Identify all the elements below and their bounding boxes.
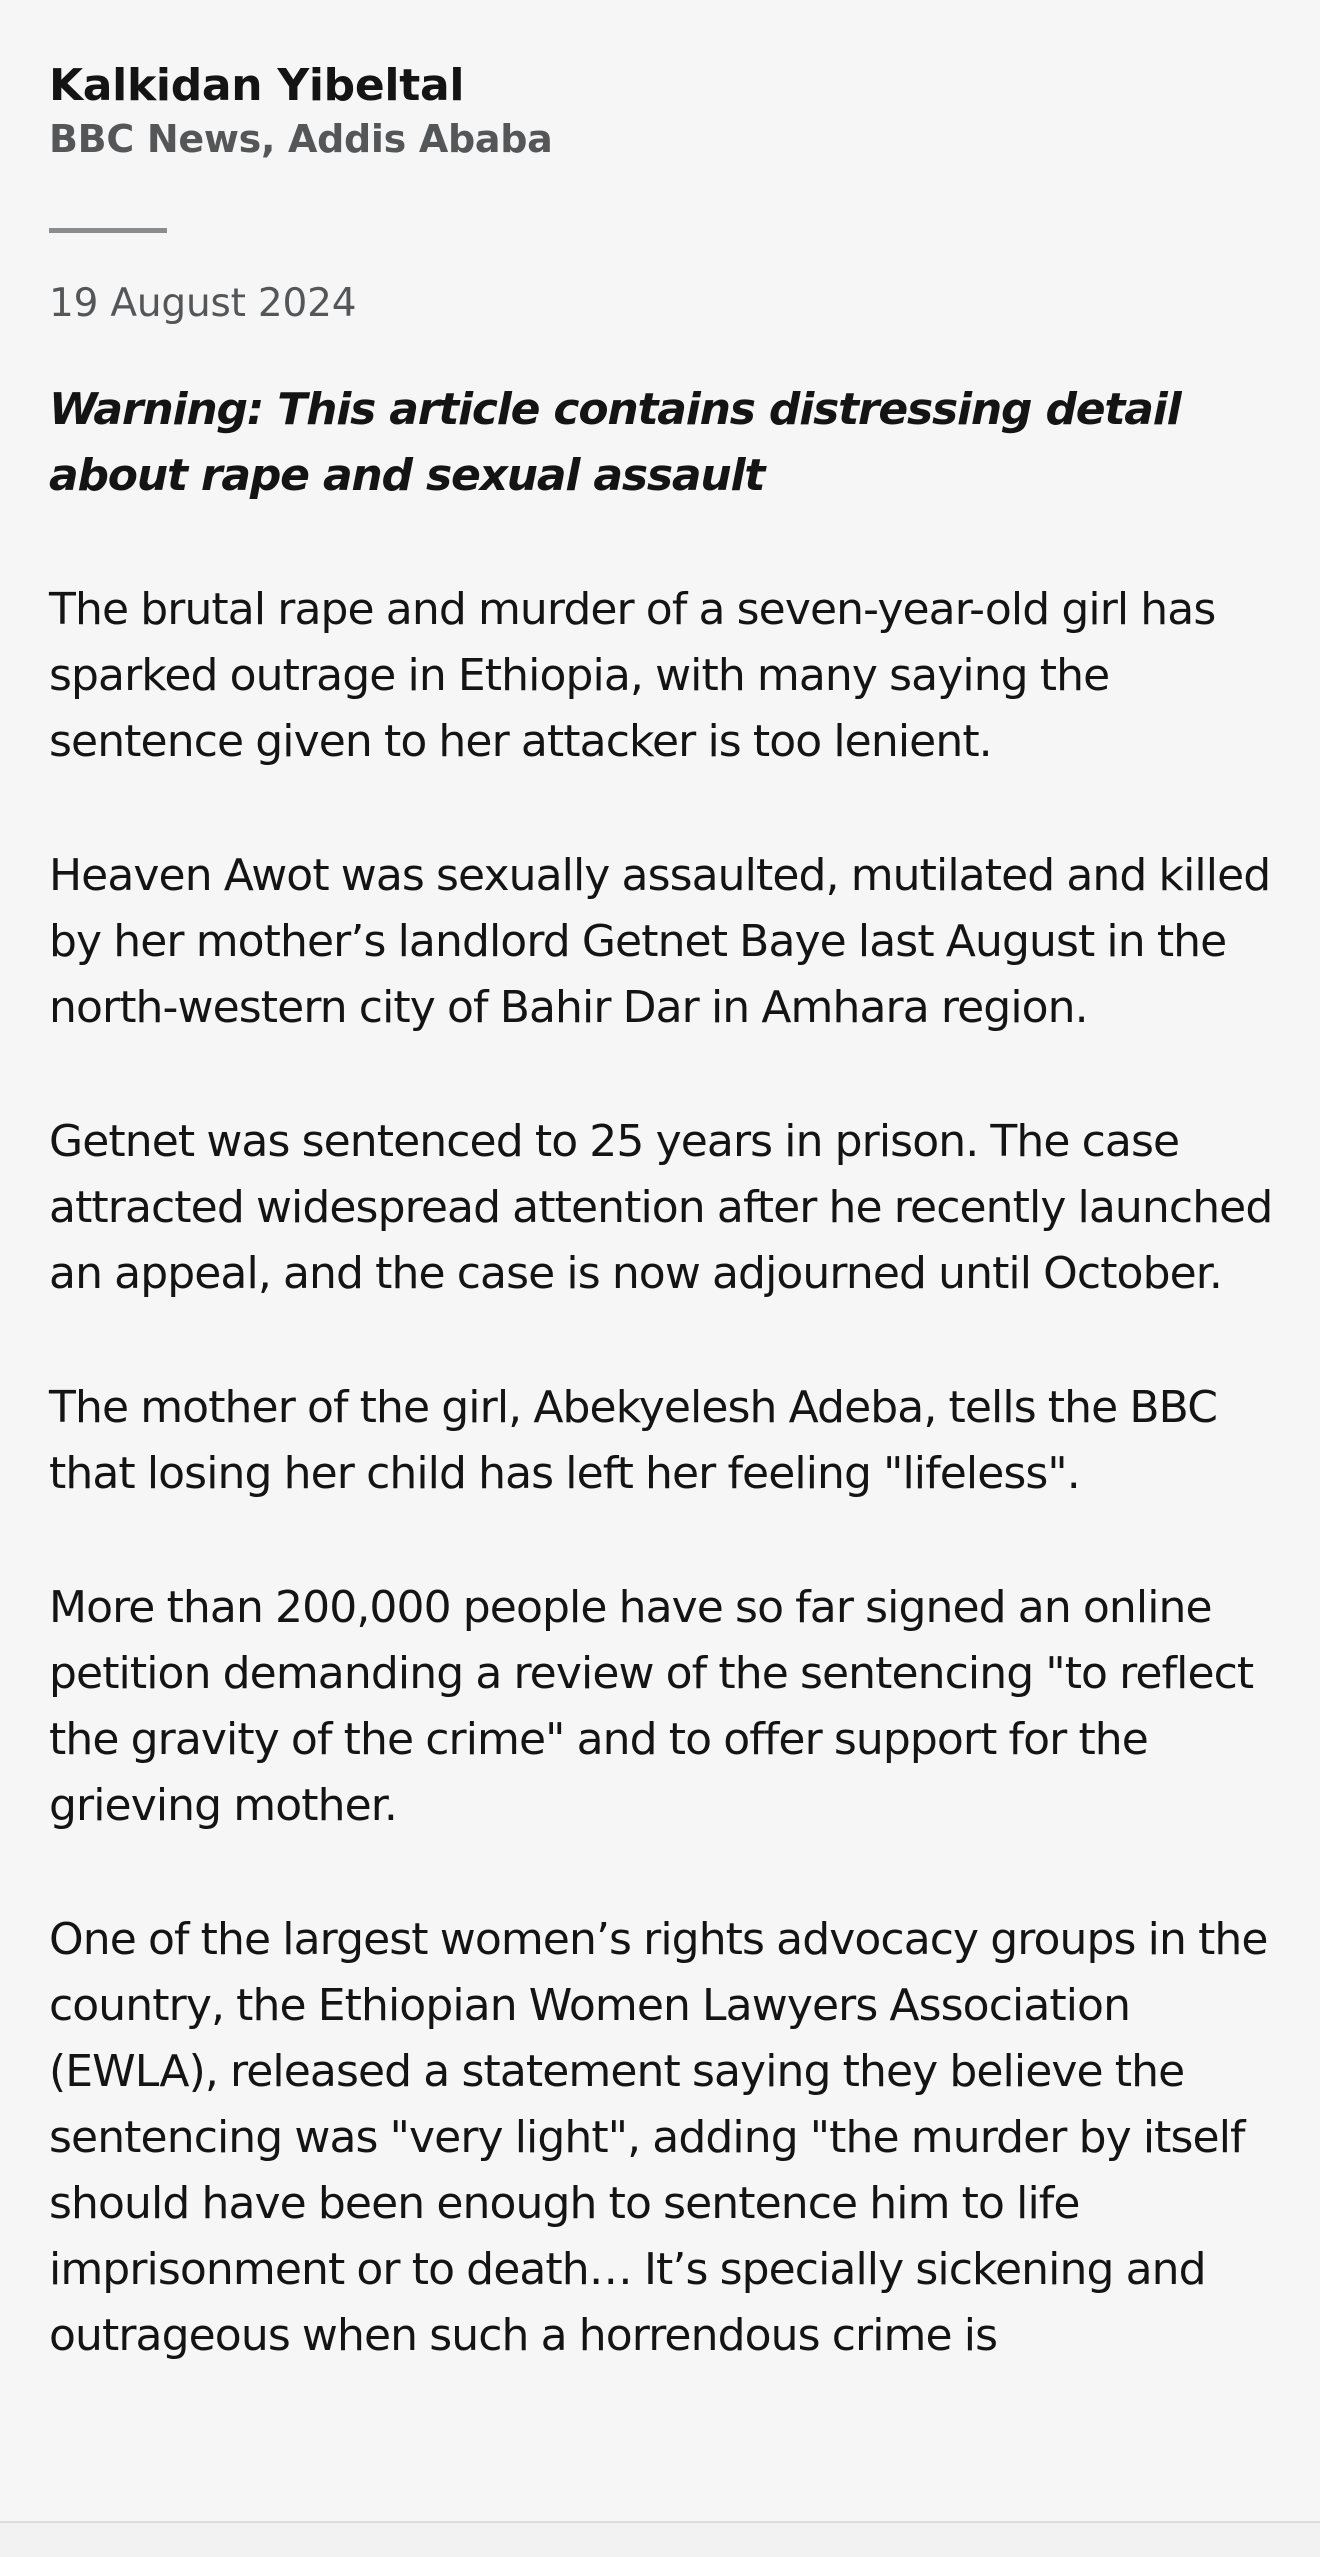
content-warning: Warning: This article contains distressing detail about rape and sexual assault	[49, 384, 1181, 501]
bottom-toolbar	[0, 2521, 1320, 2557]
article-paragraph: The mother of the girl, Abekyelesh Adeba, tells the BBC that losing her child has left her feeling "lifeless".	[49, 1382, 1218, 1499]
article-paragraph: The brutal rape and murder of a seven-year-old girl has sparked outrage in Ethiopia, with many saying the sentence given to her attacker is too lenient.	[49, 584, 1216, 767]
author-role: BBC News, Addis Ababa	[49, 117, 553, 161]
article-paragraph: One of the largest women’s rights advocacy groups in the country, the Ethiopian Women Lawyers Association (EWLA), released a statement saying they believe the sentencing was "very light", adding "the murder by itself should have been enough to sentence him to life imprisonment or to death… It’s specially sickening and outrageous when such a horrendous crime is	[49, 1914, 1268, 2361]
publish-date: 19 August 2024	[49, 281, 357, 326]
article-paragraph: Getnet was sentenced to 25 years in prison. The case attracted widespread attention after he recently launched an appeal, and the case is now adjourned until October.	[49, 1116, 1273, 1299]
byline-divider	[49, 228, 167, 233]
author-name: Kalkidan Yibeltal	[49, 60, 465, 111]
article-paragraph: More than 200,000 people have so far signed an online petition demanding a review of the sentencing "to reflect the gravity of the crime" and to offer support for the grieving mother.	[49, 1582, 1254, 1831]
article	[49, 58, 1289, 2369]
article-paragraph: Heaven Awot was sexually assaulted, mutilated and killed by her mother’s landlord Getnet Baye last August in the north-western city of Bahir Dar in Amhara region.	[49, 850, 1271, 1033]
